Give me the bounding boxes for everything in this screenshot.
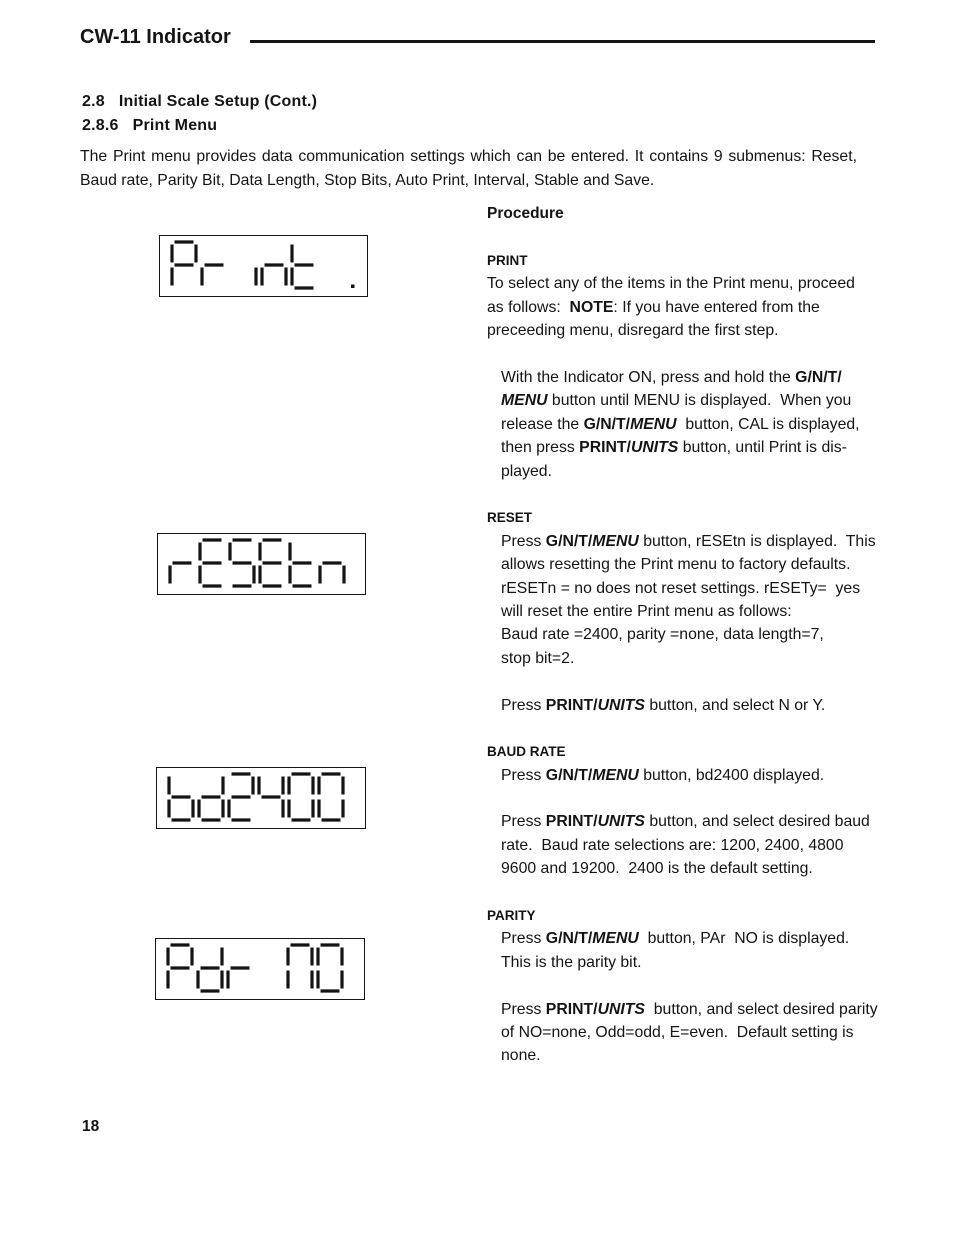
lcd-digits (160, 236, 367, 296)
lcd-display-parity (155, 938, 365, 1000)
section-headings (82, 90, 317, 137)
step-paragraph (501, 998, 907, 1068)
text-line (501, 600, 907, 623)
lcd-display-reset (157, 533, 366, 595)
text-run: preceeding menu, disregard the first step. (487, 322, 779, 340)
lcd-character (259, 777, 283, 818)
text-run: Press (501, 766, 546, 784)
text-line (501, 1044, 907, 1067)
document-header-title: CW-11 Indicator (80, 26, 231, 48)
text-line (501, 623, 907, 646)
text-line (501, 998, 907, 1021)
section-title: Initial Scale Setup (Cont.) (118, 93, 318, 111)
bold-italic-term: UNITS (630, 439, 679, 457)
text-line (501, 810, 907, 833)
lcd-character (289, 774, 313, 820)
text-run: will reset the entire Print menu as follows: (501, 602, 792, 620)
bold-italic-term: MENU (630, 415, 677, 433)
step-paragraph (501, 810, 907, 880)
text-run: played. (501, 462, 552, 480)
lcd-digits (157, 768, 365, 828)
bold-term: PRINT/ (579, 439, 631, 457)
text-line (501, 366, 907, 389)
text-line (501, 389, 907, 412)
lcd-character (262, 265, 286, 286)
bold-term: PRINT/ (545, 1000, 598, 1018)
bold-italic-term: UNITS (597, 813, 645, 831)
text-run: button, and select desired parity (644, 1000, 878, 1018)
text-line (501, 530, 907, 553)
text-run: button, rESEtn is displayed. This (638, 532, 876, 550)
section-reset (487, 506, 907, 717)
text-line (501, 436, 907, 459)
text-run: stop bit=2. (501, 649, 575, 667)
page-number: 18 (82, 1118, 100, 1135)
bold-term: G/N/T/ (545, 532, 593, 550)
text-run: allows resetting the Print menu to factory defaults. (501, 556, 851, 574)
text-line (501, 553, 907, 576)
bold-italic-term: UNITS (597, 696, 645, 714)
intro-line: The Print menu provides data communication settings which can be entered. It contains 9 submenus: Reset, (80, 148, 857, 166)
text-line (501, 951, 907, 974)
text-run: rESETn = no does not reset settings. rESETy= yes (501, 579, 861, 597)
text-line (501, 834, 907, 857)
subsection-title: Print Menu (132, 116, 218, 134)
lcd-character (172, 242, 196, 286)
lcd-character (290, 543, 312, 587)
text-line (501, 460, 907, 483)
bold-term: PRINT/ (545, 696, 598, 714)
section-title: PRINT (487, 253, 528, 269)
text-run: Press (501, 532, 546, 550)
text-line (501, 1021, 907, 1044)
lcd-character (200, 540, 222, 586)
text-run: of NO=none, Odd=odd, E=even. Default setting is (501, 1023, 854, 1041)
text-run: none. (501, 1047, 541, 1065)
subsection-number: 2.8.6 (82, 116, 119, 134)
subsection-heading (82, 114, 317, 137)
lcd-display-baud-rate (156, 767, 366, 829)
lcd-character (318, 945, 342, 991)
text-run: Press (501, 696, 546, 714)
intro-paragraph (80, 145, 857, 192)
section-baud-rate (487, 740, 907, 880)
text-run: button, PAr NO is displayed. (638, 930, 850, 948)
procedure-column (487, 202, 907, 1067)
text-line (487, 296, 907, 319)
step-paragraph (501, 694, 907, 717)
lcd-decimal-point (351, 285, 355, 289)
lcd-character (202, 265, 224, 286)
lcd-character (288, 945, 312, 989)
text-line (487, 319, 907, 342)
text-run: Press (501, 1000, 546, 1018)
lcd-character (199, 777, 223, 821)
bold-term: G/N/T/ (545, 930, 593, 948)
bold-italic-term: UNITS (597, 1000, 645, 1018)
bold-term: NOTE (569, 298, 614, 316)
intro-line: Baud rate, Parity Bit, Data Length, Stop Bits, Auto Print, Interval, Stable and Save. (80, 171, 655, 189)
lcd-character (228, 968, 250, 989)
text-run: button, CAL is displayed, (676, 415, 860, 433)
section-parity (487, 904, 907, 1068)
text-line (501, 694, 907, 717)
step-paragraph (501, 530, 907, 670)
bold-term: G/N/T/ (545, 766, 593, 784)
text-run: button, and select desired baud (644, 813, 870, 831)
text-run: rate. Baud rate selections are: 1200, 2400, 4800 (501, 836, 844, 854)
step-paragraph (501, 366, 907, 483)
lcd-character (198, 948, 222, 992)
lcd-character (229, 774, 253, 820)
lcd-character (351, 285, 355, 289)
text-line (501, 857, 907, 880)
bold-term: G/N/T/ (583, 415, 631, 433)
text-run: button, bd2400 displayed. (638, 766, 825, 784)
text-line (501, 577, 907, 600)
text-run: To select any of the items in the Print menu, proceed (487, 275, 855, 293)
text-run: 9600 and 19200. 2400 is the default setting. (501, 860, 813, 878)
lcd-character (292, 245, 314, 289)
section-title: RESET (487, 510, 533, 526)
text-run: Baud rate =2400, parity =none, data length=7, (501, 626, 824, 644)
section-print (487, 249, 907, 483)
lead-paragraph (487, 272, 907, 342)
text-run: button until MENU is displayed. When you (547, 392, 852, 410)
procedure-sections (487, 249, 907, 1068)
text-line (501, 764, 907, 787)
text-run: as follows: (487, 298, 570, 316)
text-run: This is the parity bit. (501, 953, 642, 971)
step-paragraph (501, 764, 907, 787)
step-paragraph (501, 927, 907, 974)
lcd-character (260, 540, 282, 586)
header-rule (250, 40, 875, 43)
lcd-digits (156, 939, 364, 999)
bold-italic-term: MENU (592, 766, 639, 784)
lcd-display-print (159, 235, 368, 297)
bold-term: PRINT/ (545, 813, 598, 831)
section-title: PARITY (487, 908, 536, 924)
section-heading (82, 90, 317, 113)
section-number: 2.8 (82, 93, 105, 111)
text-run: then press (501, 439, 580, 457)
lcd-character (170, 563, 192, 584)
text-run: button, until Print is dis- (678, 439, 847, 457)
text-run: release the (501, 415, 584, 433)
lcd-character (230, 540, 254, 586)
bold-italic-term: MENU (592, 532, 639, 550)
procedure-heading: Procedure (487, 205, 564, 223)
text-run: : If you have entered from the (613, 298, 820, 316)
section-title: BAUD RATE (487, 744, 566, 760)
text-line (501, 927, 907, 950)
text-line (487, 272, 907, 295)
bold-italic-term: MENU (501, 392, 548, 410)
text-run: button, and select N or Y. (644, 696, 826, 714)
text-line (501, 647, 907, 670)
lcd-character (320, 563, 344, 584)
bold-term: G/N/T/ (795, 369, 842, 387)
bold-italic-term: MENU (592, 930, 639, 948)
lcd-character (169, 777, 193, 821)
lcd-character (319, 774, 343, 820)
lcd-digits (158, 534, 365, 594)
text-run: With the Indicator ON, press and hold the (501, 369, 796, 387)
lcd-character (168, 945, 192, 989)
text-line (501, 413, 907, 436)
text-run: Press (501, 813, 546, 831)
text-run: Press (501, 930, 546, 948)
